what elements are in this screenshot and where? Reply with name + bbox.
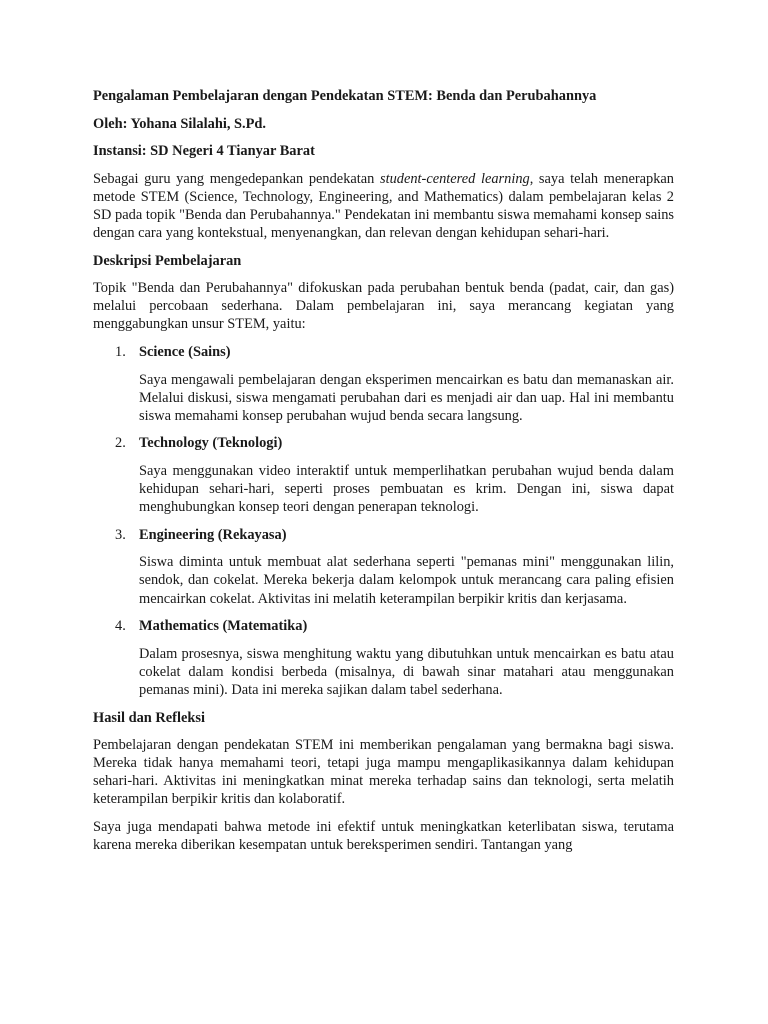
list-item [93,617,674,699]
list-item-number: 4. [115,618,126,635]
list-item-heading [93,434,674,452]
list-item-title: Technology (Teknologi) [139,435,283,452]
list-item-text: Dalam prosesnya, siswa menghitung waktu yang dibutuhkan untuk mencairkan es batu atau cokelat dalam kondisi berbeda (misalnya, di bawah sinar matahari atau menggunakan pemanas mini). Data ini mereka sajikan dalam tabel sederhana. [139,645,674,698]
intro-text-start: Sebagai guru yang mengedepankan pendekatan [93,170,380,187]
institution-line: Instansi: SD Negeri 4 Tianyar Barat [93,143,315,160]
list-item-title: Science (Sains) [139,344,231,361]
list-item-text: Saya menggunakan video interaktif untuk memperlihatkan perubahan wujud benda dalam kehidupan sehari-hari, seperti proses pembuatan es krim. Dengan ini, siswa dapat menghubungkan konsep teori dengan penerapan teknologi. [139,463,674,516]
description-paragraph: Topik "Benda dan Perubahannya" difokuskan pada perubahan bentuk benda (padat, cair, dan gas) melalui percobaan sederhana. Dalam pembelajaran ini, saya merancang kegiatan yang menggabungkan unsur STEM, yaitu: [93,280,674,333]
description-heading: Deskripsi Pembelajaran [93,252,242,269]
list-item-text: Saya mengawali pembelajaran dengan eksperimen mencairkan es batu dan memanaskan air. Melalui diskusi, siswa mengamati perubahan dari es menjadi air dan uap. Hal ini membantu siswa memahami konsep perubahan wujud benda secara langsung. [139,371,674,424]
list-item-text: Siswa diminta untuk membuat alat sederhana seperti "pemanas mini" menggunakan lilin, sendok, dan cokelat. Mereka bekerja dalam kelompok untuk merancang cara paling efisien mencairkan cokelat. Aktivitas ini melatih keterampilan berpikir kritis dan kerjasama. [139,554,674,607]
list-item-number: 2. [115,435,126,452]
list-item-heading [93,343,674,361]
list-item-title: Engineering (Rekayasa) [139,526,287,543]
list-item [93,343,674,425]
author-line: Oleh: Yohana Silalahi, S.Pd. [93,115,267,132]
stem-list [93,343,674,699]
results-paragraph-2: Saya juga mendapati bahwa metode ini efektif untuk meningkatkan keterlibatan siswa, terutama karena mereka diberikan kesempatan untuk bereksperimen sendiri. Tantangan yang [93,819,674,854]
document-title: Pengalaman Pembelajaran dengan Pendekatan STEM: Benda dan Perubahannya [93,88,597,104]
list-item-heading [93,526,674,544]
list-item [93,434,674,516]
results-paragraph-1: Pembelajaran dengan pendekatan STEM ini memberikan pengalaman yang bermakna bagi siswa. Mereka tidak hanya memahami teori, tetapi juga mampu mengaplikasikannya dalam kehidupan sehari-hari. Aktivitas ini meningkatkan minat mereka terhadap sains dan teknologi, serta melatih keterampilan berpikir kritis dan kolaboratif. [93,737,674,808]
list-item-number: 3. [115,526,126,543]
intro-emphasis: student-centered learning [379,170,530,187]
list-item-heading [93,617,674,635]
list-item-number: 1. [115,344,126,361]
intro-text-end: , saya telah menerapkan metode STEM (Science, Technology, Engineering, and Mathematics) dalam pembelajaran kelas 2 SD pada topik "Benda dan Perubahannya." Pendekatan ini membantu siswa memahami konsep sains dengan cara yang kontekstual, menyenangkan, dan relevan dengan kehidupan sehari-hari. [93,170,674,242]
results-heading: Hasil dan Refleksi [93,709,205,726]
list-item [93,526,674,608]
intro-paragraph [93,170,674,242]
list-item-title: Mathematics (Matematika) [139,618,308,635]
document-page [93,87,674,864]
